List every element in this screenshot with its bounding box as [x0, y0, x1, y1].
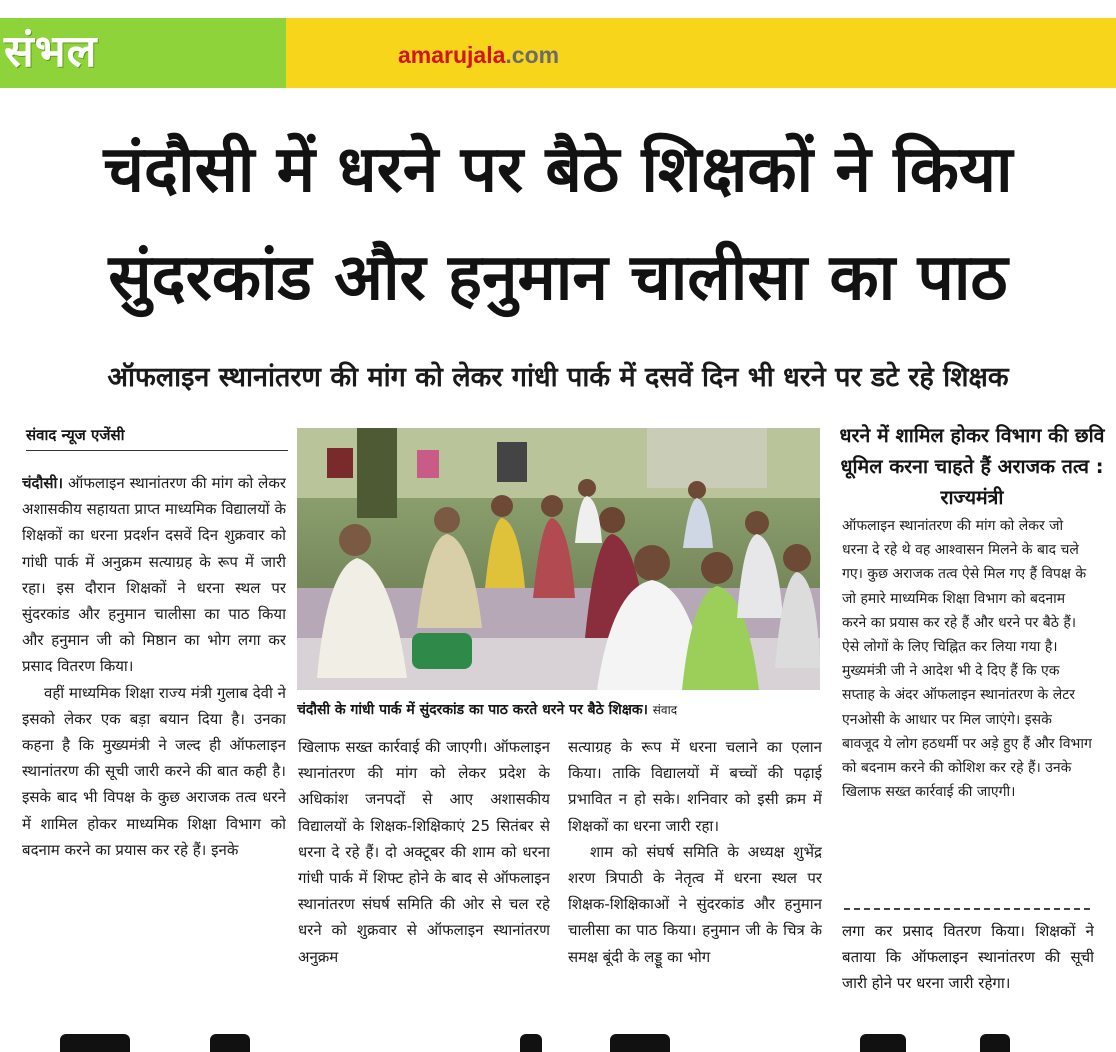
photo-caption — [297, 692, 820, 728]
sidebar-continuation: लगा कर प्रसाद वितरण किया। शिक्षकों ने बताया कि ऑफलाइन स्थानांतरण की सूची जारी होने पर धरना जारी रहेगा। — [842, 922, 1094, 993]
sidebar-heading: धरने में शामिल होकर विभाग की छवि धूमिल करना चाहते हैं अराजक तत्व : राज्यमंत्री — [839, 424, 1105, 509]
article-column-3 — [568, 734, 822, 1034]
photo-credit: संवाद — [652, 703, 678, 717]
subheadline: ऑफलाइन स्थानांतरण की मांग को लेकर गांधी पार्क में दसवें दिन भी धरने पर डटे रहे शिक्षक — [107, 362, 1009, 393]
next-headline-fragment — [0, 1034, 1116, 1052]
city-name: संभल — [4, 26, 98, 77]
masthead — [0, 0, 1116, 92]
caption-text: चंदौसी के गांधी पार्क में सुंदरकांड का पाठ करते धरने पर बैठे शिक्षक। — [297, 702, 648, 718]
article-paragraph — [22, 470, 286, 680]
sidebar-body: ऑफलाइन स्थानांतरण की मांग को लेकर जो धरना दे रहे थे वह आश्वासन मिलने के बाद चले गए। कुछ अराजक तत्व ऐसे मिल गए हैं विपक्ष के जो हमारे माध्यमिक शिक्षा विभाग को बदनाम करने का प्रयास कर रहे हैं और धरने पर बैठे हैं। ऐसे लोगों के लिए चिह्नित कर लिया गया है। मुख्यमंत्री जी ने आदेश भी दे दिए हैं कि एक सप्ताह के अंदर ऑफलाइन स्थानांतरण के लेटर एनओसी के आधार पर मिल जाएंगे। इसके बावजूद ये लोग हठधर्मी पर अड़े हुए हैं और विभाग को बदनाम करने की कोशिश कर रहे हैं। उनके खिलाफ सख्त कार्रवाई की जाएगी। — [842, 518, 1092, 801]
site-domain: .com — [505, 42, 560, 68]
article-paragraph: खिलाफ सख्त कार्रवाई की जाएगी। ऑफलाइन स्थानांतरण की मांग को लेकर प्रदेश के अधिकांश जनपदों से आए अशासकीय विद्यालयों के शिक्षक-शिक्षिकाएं 25 सितंबर से धरना दे रहे हैं। दो अक्टूबर की शाम को धरना गांधी पार्क में शिफ्ट होने के बाद से ऑफलाइन स्थानांतरण संघर्ष समिति की ओर से चल रहे धरने को शुक्रवार से ऑफलाइन स्थानांतरण अनुक्रम — [298, 738, 550, 966]
site-name: amarujala — [398, 42, 506, 68]
headline-line-2: सुंदरकांड और हनुमान चालीसा का पाठ — [108, 241, 1008, 315]
headline-line-1: चंदौसी में धरने पर बैठे शिक्षकों ने किया — [103, 133, 1013, 207]
dashed-divider — [844, 908, 1090, 910]
news-photo — [297, 428, 820, 690]
article-paragraph: शाम को संघर्ष समिति के अध्यक्ष शुभेंद्र शरण त्रिपाठी के नेतृत्व में धरना स्थल पर शिक्षक-शिक्षिकाओं ने सुंदरकांड और हनुमान चालीसा का पाठ किया। हनुमान जी के चित्र के समक्ष बूंदी के लड्डू का भोग — [568, 842, 822, 966]
photo-illustration — [297, 428, 820, 690]
article-column-1 — [22, 470, 286, 1042]
article-paragraph: सत्याग्रह के रूप में धरना चलाने का एलान किया। ताकि विद्यालयों में बच्चों की पढ़ाई प्रभावित न हो सके। शनिवार को इसी क्रम में शिक्षकों का धरना जारी रहा। — [568, 738, 822, 835]
byline: संवाद न्यूज एजेंसी — [26, 420, 288, 451]
article-paragraph: वहीं माध्यमिक शिक्षा राज्य मंत्री गुलाब देवी ने इसको लेकर एक बड़ा बयान दिया है। उनका कहना है कि मुख्यमंत्री ने जल्द ही ऑफलाइन स्थानांतरण की सूची जारी करने की बात कही है। इसके बाद भी विपक्ष के कुछ अराजक तत्व धरने में शामिल होकर माध्यमिक शिक्षा विभाग को बदनाम करने का प्रयास कर रहे हैं। इनके — [22, 683, 286, 859]
dateline: चंदौसी। — [22, 474, 64, 492]
article-column-2 — [298, 734, 550, 1034]
site-logo[interactable] — [398, 40, 559, 70]
paragraph-text: ऑफलाइन स्थानांतरण की मांग को लेकर अशासकीय सहायता प्राप्त माध्यमिक विद्यालयों के शिक्षकों का धरना प्रदर्शन दसवें दिन शुक्रवार को गांधी पार्क में अनुक्रम सत्याग्रह के रूप में जारी रहा। इस दौरान शिक्षकों ने धरना स्थल पर सुंदरकांड और हनुमान चालीसा का पाठ किया और हनुमान जी को मिष्ठान का भोग लगा कर प्रसाद वितरण किया। — [22, 474, 286, 676]
